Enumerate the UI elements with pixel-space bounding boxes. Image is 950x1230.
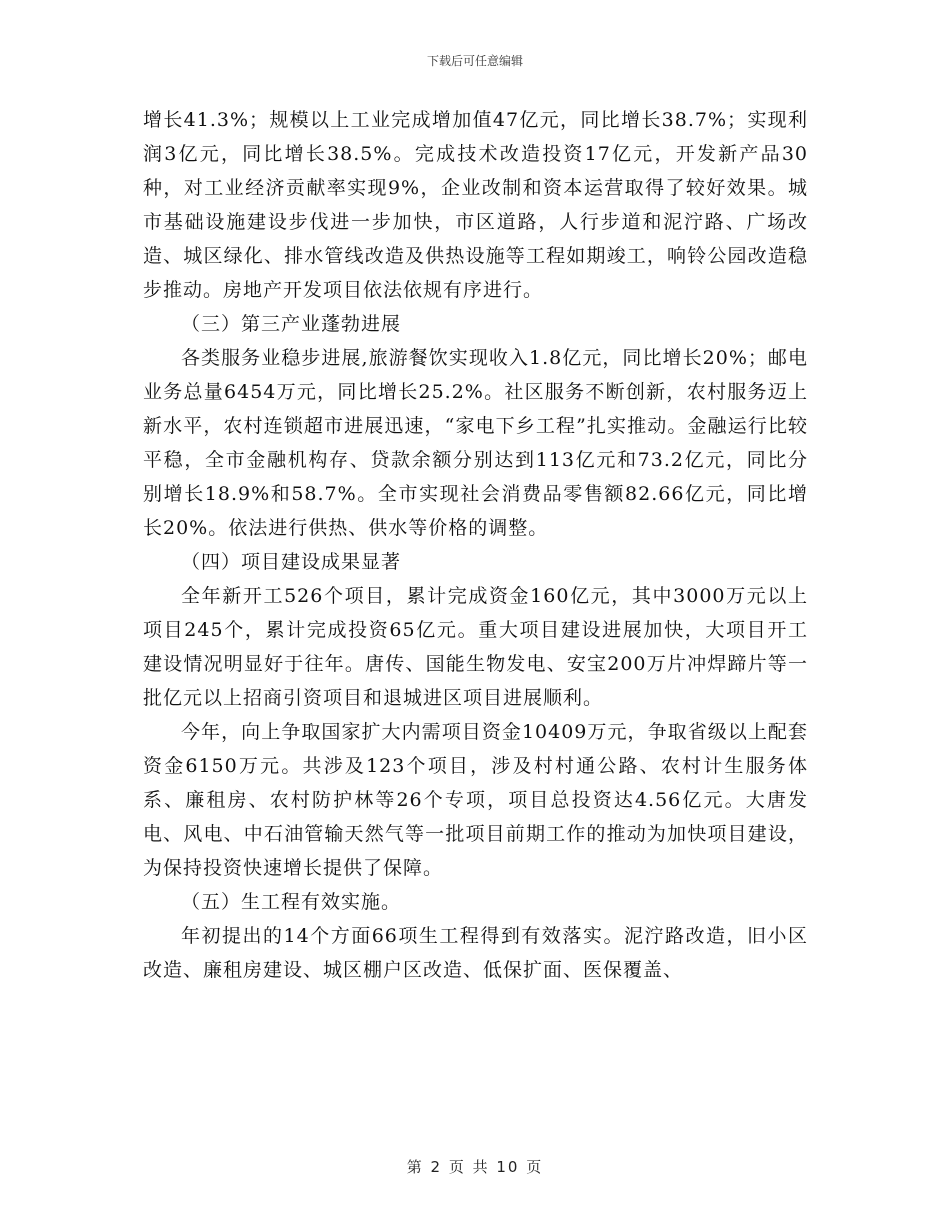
paragraph-continued: 增长41.3%；规模以上工业完成增加值47亿元，同比增长38.7%；实现利润3亿元，同比增长38.5%。完成技术改造投资17亿元，开发新产品30种，对工业经济贡献率实现9%，企业改制和资本运营取得了较好效果。城市基础设施建设步伐进一步加快，市区道路，人行步道和泥泞路、广场改造、城区绿化、排水管线改造及供热设施等工程如期竣工，响铃公园改造稳步推动。房地产开发项目依法依规有序进行。 <box>143 109 808 301</box>
section-heading-4: （四）项目建设成果显著 <box>181 551 402 573</box>
section-heading-5: （五）生工程有效实施。 <box>181 891 402 913</box>
document-body <box>143 103 808 987</box>
paragraph-livelihood: 年初提出的14个方面66项生工程得到有效落实。泥泞路改造，旧小区改造、廉租房建设、城区棚户区改造、低保扩面、医保覆盖、 <box>143 925 808 981</box>
page-footer: 第 2 页 共 10 页 <box>406 1158 544 1176</box>
paragraph-tertiary-industry: 各类服务业稳步进展,旅游餐饮实现收入1.8亿元，同比增长20%；邮电业务总量6454万元，同比增长25.2%。社区服务不断创新，农村服务迈上新水平，农村连锁超市进展迅速，“家电下乡工程”扎实推动。金融运行比较平稳，全市金融机构存、贷款余额分别达到113亿元和73.2亿元，同比分别增长18.9%和58.7%。全市实现社会消费品零售额82.66亿元，同比增长20%。依法进行供热、供水等价格的调整。 <box>143 347 808 539</box>
section-heading-3: （三）第三产业蓬勃进展 <box>181 313 402 335</box>
paragraph-funding: 今年，向上争取国家扩大内需项目资金10409万元，争取省级以上配套资金6150万元。共涉及123个项目，涉及村村通公路、农村计生服务体系、廉租房、农村防护林等26个专项，项目总投资达4.56亿元。大唐发电、风电、中石油管输天然气等一批项目前期工作的推动为加快项目建设，为保持投资快速增长提供了保障。 <box>143 721 808 879</box>
paragraph-projects: 全年新开工526个项目，累计完成资金160亿元，其中3000万元以上项目245个，累计完成投资65亿元。重大项目建设进展加快，大项目开工建设情况明显好于往年。唐传、国能生物发电、安宝200万片冲焊蹄片等一批亿元以上招商引资项目和退城进区项目进展顺利。 <box>143 585 808 709</box>
page-header: 下载后可任意编辑 <box>426 54 523 68</box>
